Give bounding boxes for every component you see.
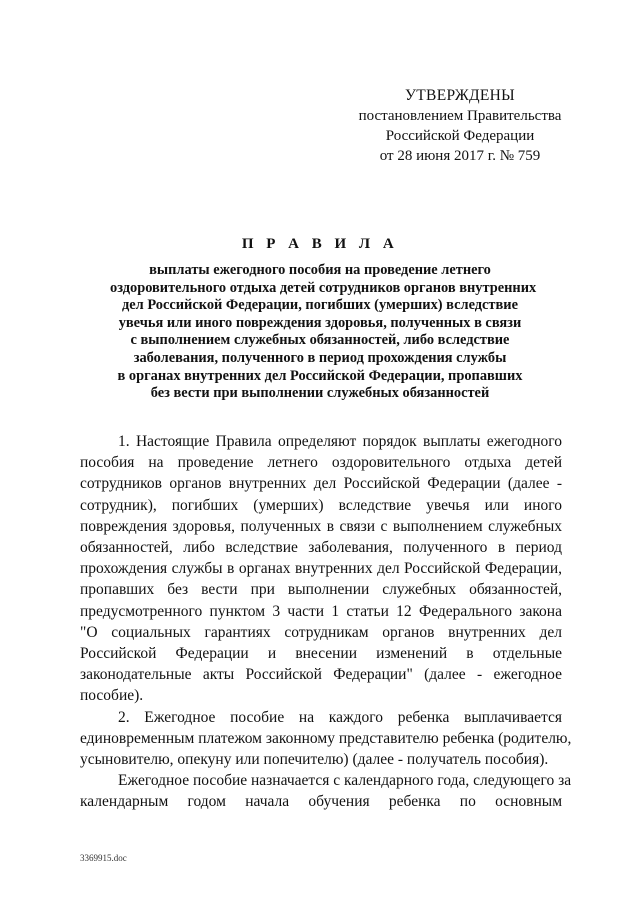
paragraph-1-line: сотрудников органов внутренних дел Российской Федерации (далее -: [80, 475, 562, 493]
paragraph-1-line: "О социальных гарантиях сотрудникам органов внутренних дел: [80, 623, 562, 641]
subtitle-line: без вести при выполнении служебных обязанностей: [150, 385, 490, 402]
paragraph-1-line: 1. Настоящие Правила определяют порядок выплаты ежегодного: [118, 433, 562, 450]
paragraph-2-line: усыновителю, опекуну или попечителю) (далее - получатель пособия).: [80, 751, 549, 769]
subtitle-line: оздоровительного отдыха детей сотрудников органов внутренних: [110, 279, 537, 296]
paragraph-1-line: обязанностей, либо вследствие заболевания, полученного в период: [80, 539, 562, 557]
paragraph-1-line: законодательные акты Российской Федерации" (далее - ежегодное: [80, 666, 562, 684]
subtitle-line: в органах внутренних дел Российской Федерации, пропавших: [117, 367, 523, 384]
document-title: П Р А В И Л А: [241, 236, 399, 252]
subtitle-line: увечья или иного повреждения здоровья, полученных в связи: [118, 314, 522, 331]
subtitle-line: заболевания, полученного в период прохождения службы: [133, 349, 507, 366]
paragraph-1-line: повреждения здоровья, полученных в связи с выполнением служебных: [80, 517, 562, 535]
file-name-footer: 3369915.doc: [80, 853, 127, 863]
approval-block: [330, 86, 590, 166]
paragraph-2-line: единовременным платежом законному представителю ребенка (родителю,: [80, 729, 572, 747]
subtitle-line: с выполнением служебных обязанностей, либо вследствие: [130, 332, 510, 349]
subtitle-line: дел Российской Федерации, погибших (умерших) вследствие: [122, 297, 518, 314]
document-subtitle: [110, 262, 537, 403]
paragraph-1-line: прохождения службы в органах внутренних дел Российской Федерации,: [80, 560, 562, 578]
paragraph-3-line: календарным годом начала обучения ребенка по основным: [80, 793, 562, 811]
approval-heading: УТВЕРЖДЕНЫ: [405, 87, 515, 104]
paragraph-2-line: 2. Ежегодное пособие на каждого ребенка выплачивается: [118, 708, 562, 726]
paragraph-1-line: предусмотренного пунктом 3 части 1 статьи 12 Федерального закона: [80, 602, 562, 620]
subtitle-line: выплаты ежегодного пособия на проведение летнего: [149, 262, 491, 278]
paragraph-1-line: Российской Федерации и внесении изменений в отдельные: [80, 645, 562, 663]
approval-line: постановлением Правительства: [358, 108, 562, 124]
approval-line: Российской Федерации: [385, 128, 535, 144]
paragraph-3-line: Ежегодное пособие назначается с календарного года, следующего за: [118, 772, 572, 790]
approval-date: от 28 июня 2017 г. № 759: [379, 148, 541, 164]
document-body: [80, 431, 572, 813]
paragraph-1-line: пособие).: [80, 687, 144, 705]
paragraph-1-line: сотрудник), погибших (умерших) вследствие увечья или иного: [80, 496, 562, 514]
paragraph-1-line: пропавших без вести при выполнении служебных обязанностей,: [80, 581, 562, 599]
paragraph-1-line: пособия на проведение летнего оздоровительного отдыха детей: [80, 454, 562, 472]
